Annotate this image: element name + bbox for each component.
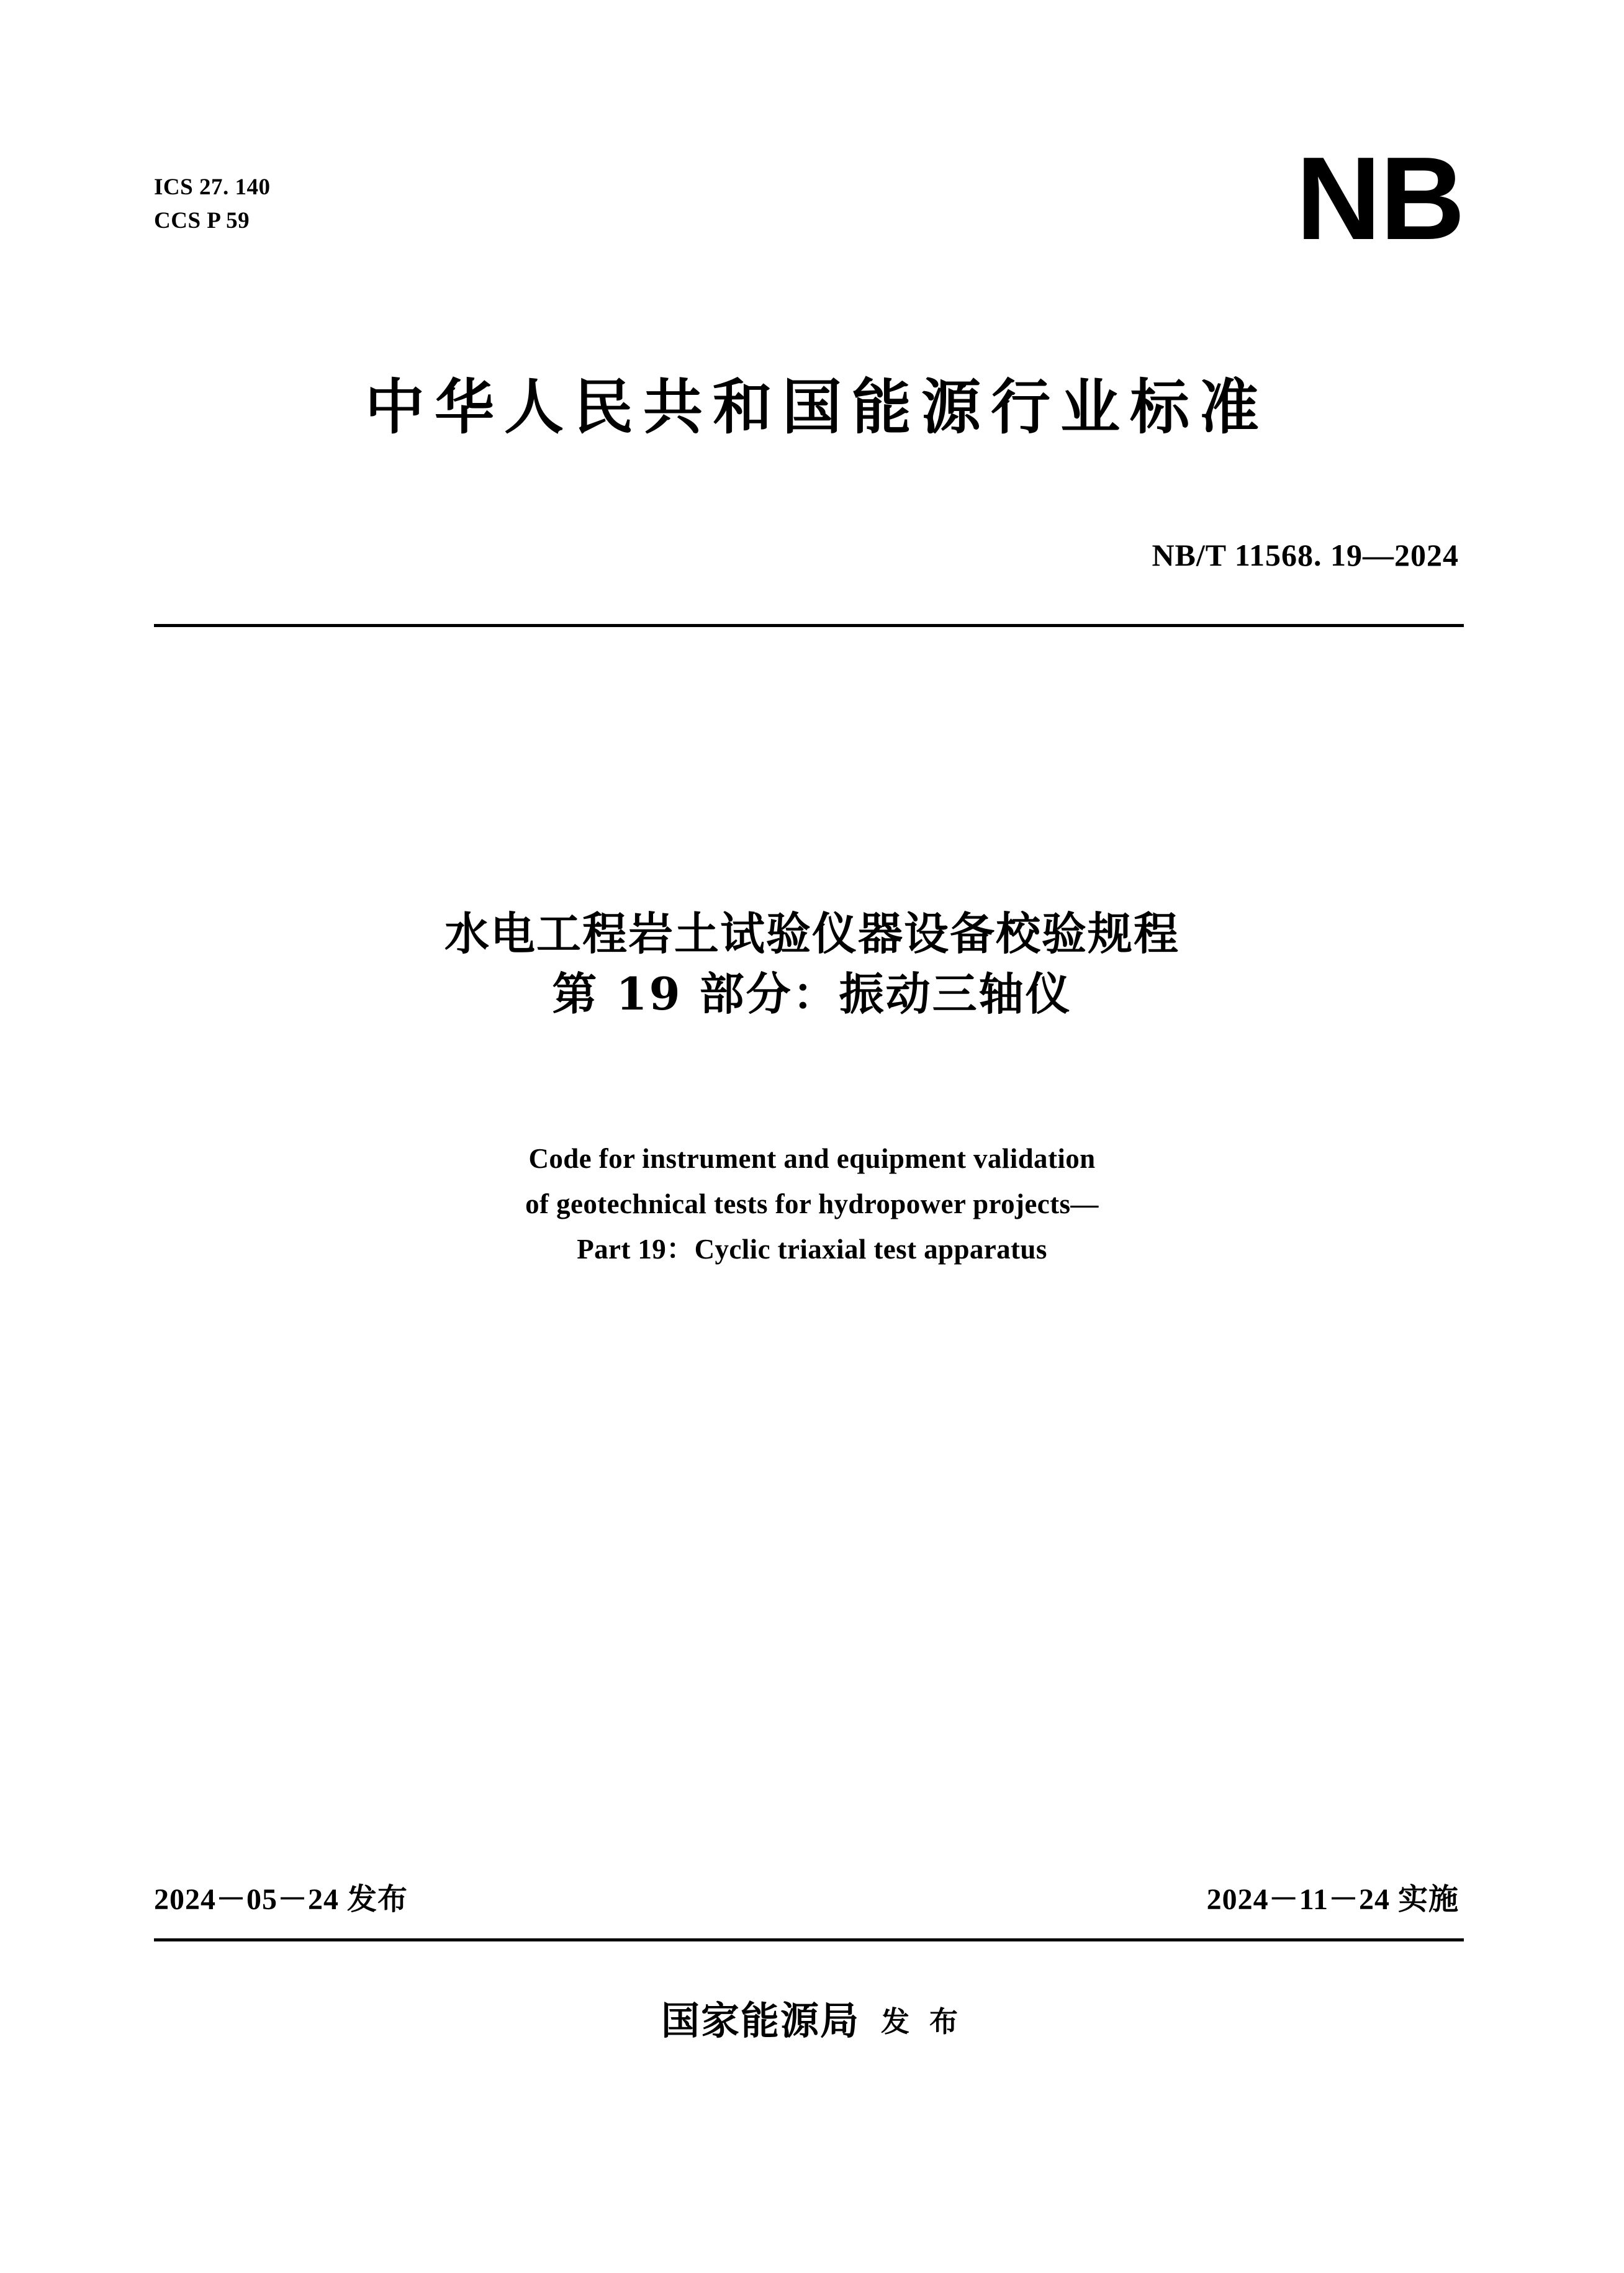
document-title-cn-line2: 第 19 部分：振动三轴仪 (552, 967, 1072, 1021)
nb-logo: NB (1296, 133, 1464, 264)
ics-code: ICS 27. 140 (154, 174, 271, 200)
document-title-cn-line1: 水电工程岩土试验仪器设备校验规程 (444, 907, 1180, 960)
issuing-authority (154, 1990, 1470, 2045)
document-title-en-line1: Code for instrument and equipment validation (528, 1143, 1096, 1174)
footer-divider (154, 1938, 1464, 1941)
page-content (154, 0, 1470, 2273)
standard-authority-title: 中华人民共和国能源行业标准 (365, 372, 1269, 442)
date-row (154, 1875, 1470, 1918)
document-title-en-line2: of geotechnical tests for hydropower projects— (525, 1188, 1099, 1219)
classification-codes (154, 171, 270, 237)
issue-date: 2024－05－24 发布 (154, 1883, 408, 1916)
document-title-en-line3: Part 19：Cyclic triaxial test apparatus (577, 1233, 1047, 1265)
issuer-publish-label: 发 布 (881, 2005, 963, 2038)
document-header (154, 133, 1470, 326)
standard-number: NB/T 11568. 19—2024 (1152, 538, 1459, 572)
header-divider (154, 624, 1464, 627)
document-title-en (154, 1136, 1470, 1272)
effective-date: 2024－11－24 实施 (1206, 1883, 1459, 1916)
ccs-code: CCS P 59 (154, 207, 250, 233)
document-title-cn (154, 903, 1470, 1024)
issuer-name: 国家能源局 (661, 1998, 860, 2043)
